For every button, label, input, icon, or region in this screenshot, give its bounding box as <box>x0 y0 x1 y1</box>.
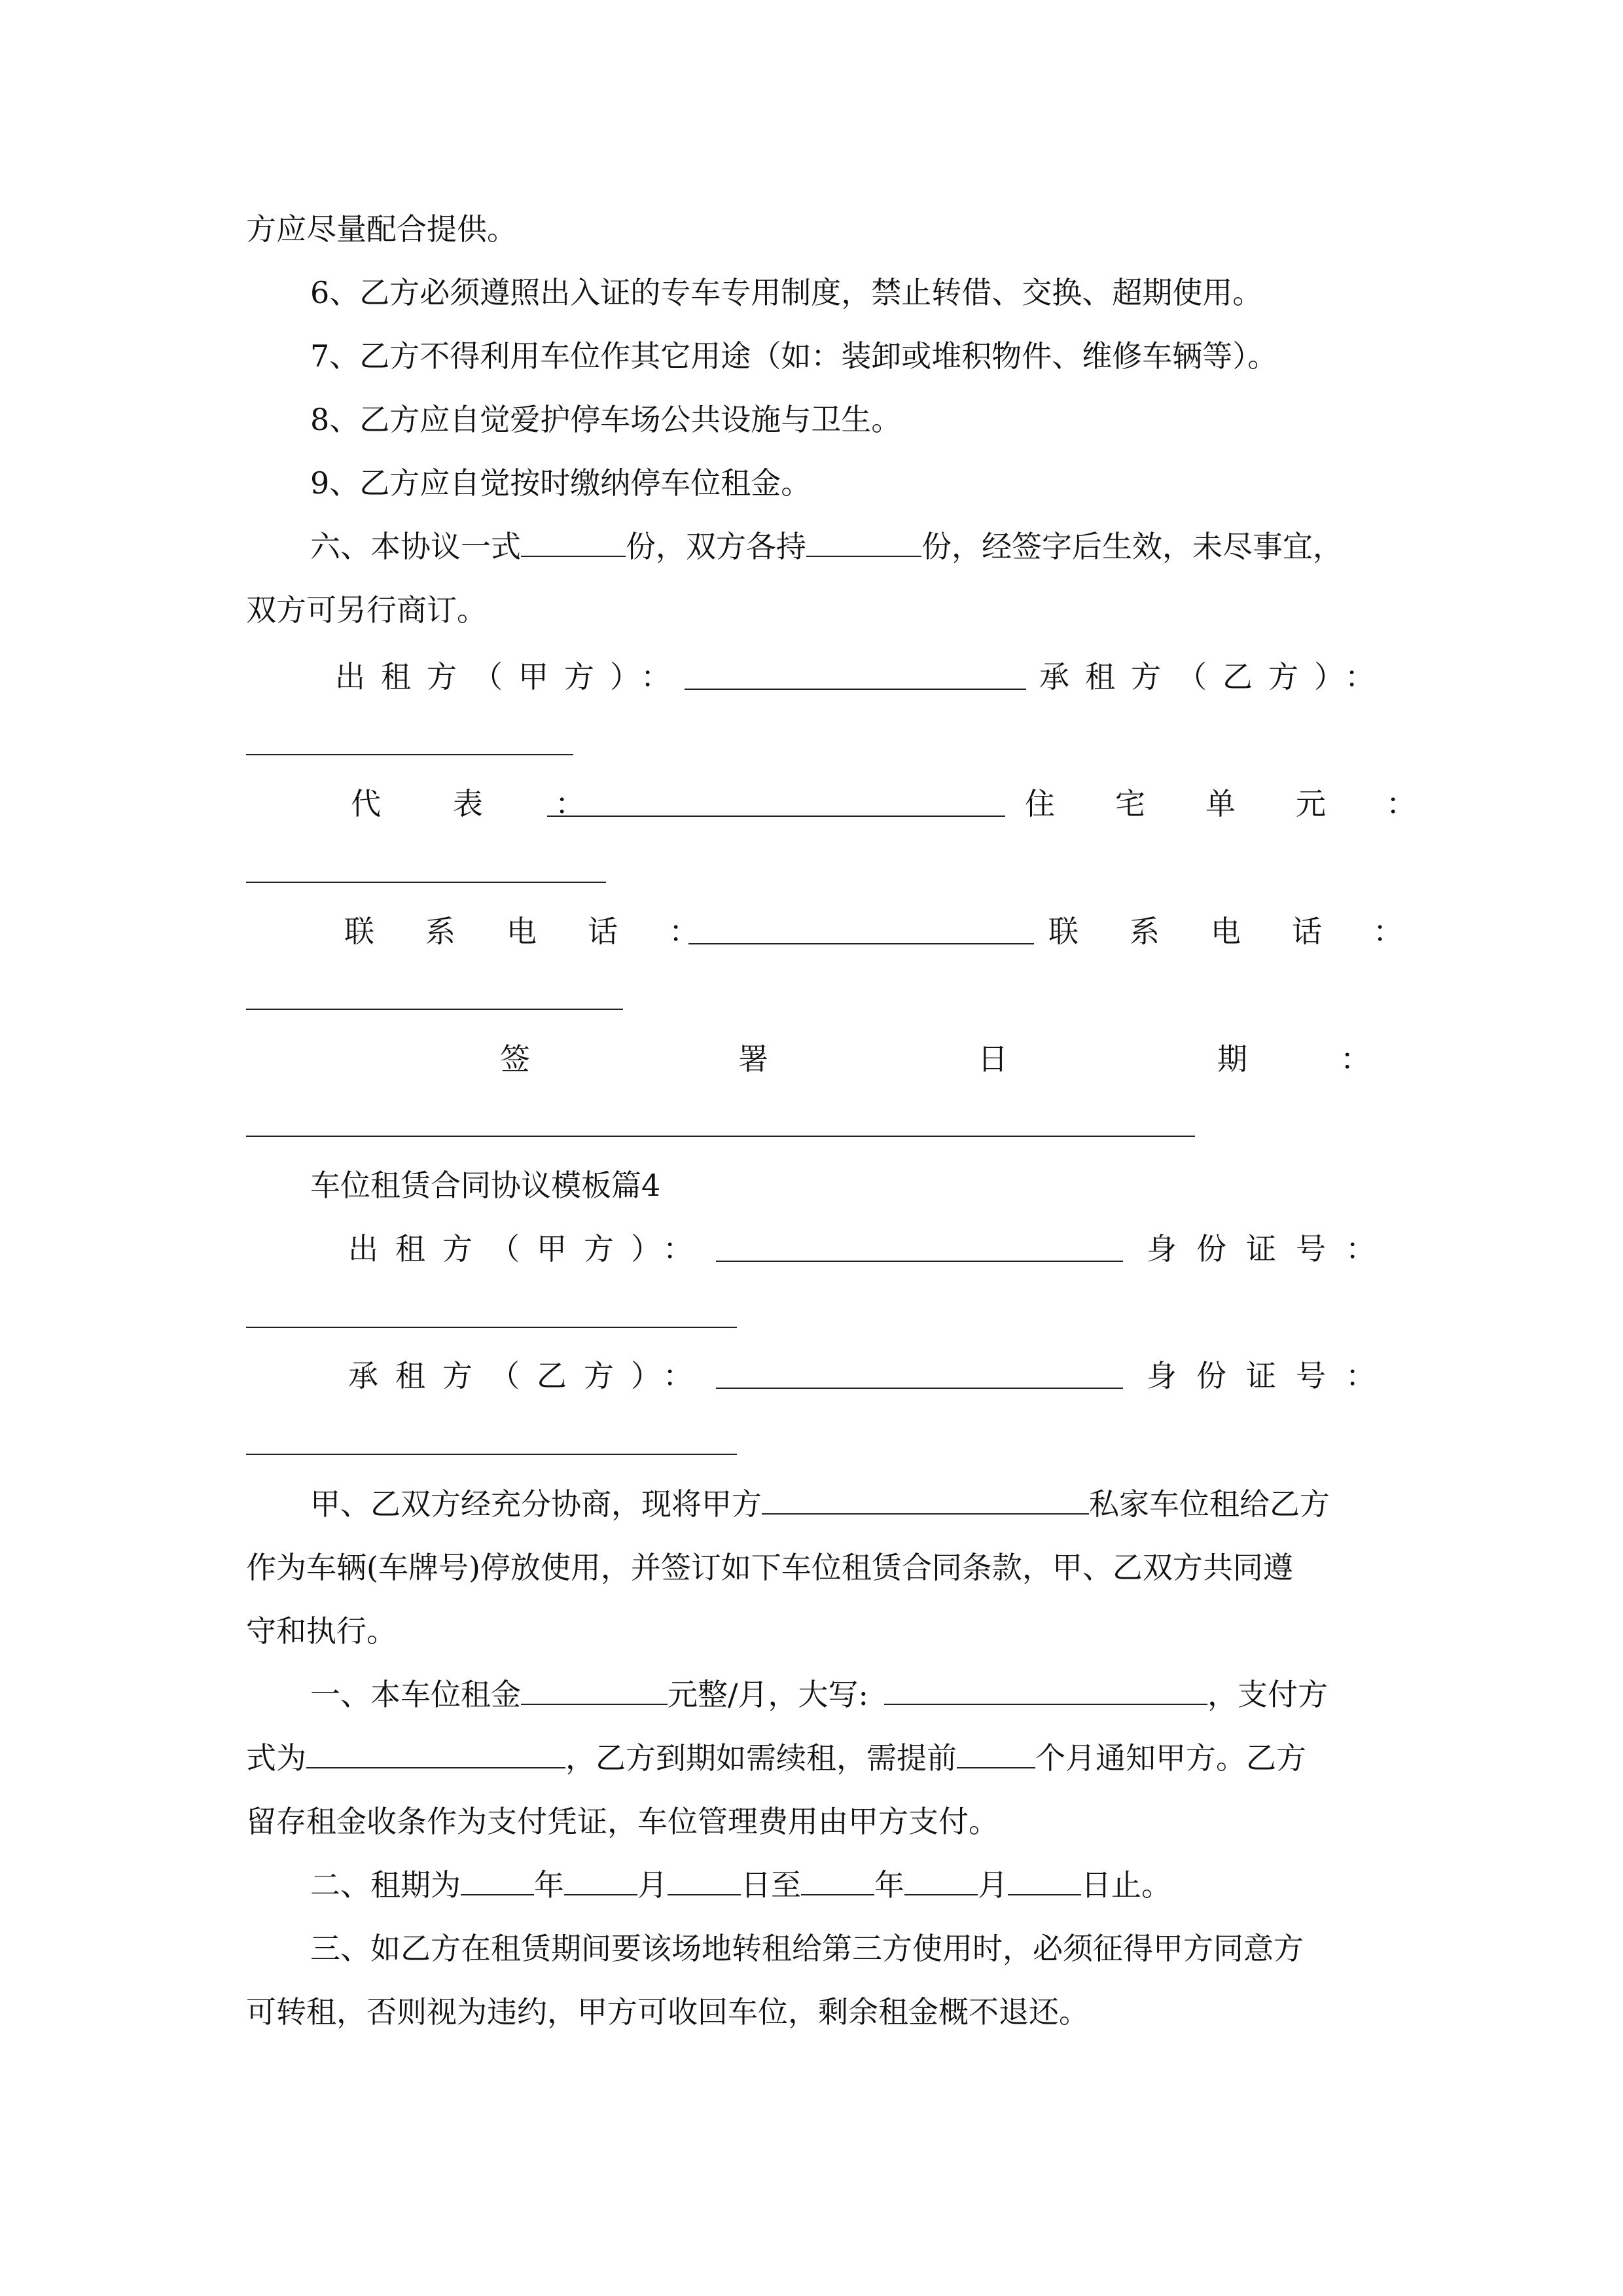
representative-row <box>246 772 1476 836</box>
clause-one-text-b: 元整/月，大写: <box>668 1677 868 1712</box>
start-day-blank[interactable] <box>668 1874 741 1895</box>
clause-item-6: 6、乙方必须遵照出入证的专车专用制度，禁止转借、交换、超期使用。 <box>310 275 1263 310</box>
clause-two-text-a: 二、租期为 <box>310 1867 461 1903</box>
phone-line-lessee[interactable] <box>246 1009 623 1010</box>
clause-item-7: 7、乙方不得利用车位作其它用途（如：装卸或堆积物件、维修车辆等）。 <box>310 338 1278 374</box>
lessee-label-4: 承租方（乙方）： <box>348 1358 710 1393</box>
phone-label-lessee: 联系电话： <box>1048 914 1454 949</box>
clause-one-line-2 <box>246 1727 1378 1790</box>
intro-line-3: 守和执行。 <box>246 1613 397 1649</box>
end-year-blank[interactable] <box>801 1874 874 1895</box>
phone-row <box>246 900 1454 963</box>
clause-six-text-a: 六、本协议一式 <box>310 529 521 564</box>
representative-label: 代表： <box>351 786 657 821</box>
clause-two-month-1: 月 <box>637 1867 668 1903</box>
residential-unit-line[interactable] <box>246 882 606 883</box>
lessee-signature-line[interactable] <box>246 754 573 755</box>
copies-blank[interactable] <box>521 536 626 557</box>
section-title: 车位租赁合同协议模板篇4 <box>310 1168 661 1203</box>
intro-text-a: 甲、乙双方经充分协商，现将甲方 <box>310 1486 762 1522</box>
clause-one-line-3: 留存租金收条作为支付凭证，车位管理费用由甲方支付。 <box>246 1804 999 1839</box>
lessee-id-line[interactable] <box>246 1454 737 1455</box>
clause-two-month-2: 月 <box>978 1867 1008 1903</box>
lessor-id-row <box>246 1217 1395 1281</box>
phone-line-lessor[interactable] <box>688 943 1034 944</box>
intro-line-2: 作为车辆(车牌号)停放使用，并签订如下车位租赁合同条款，甲、乙双方共同遵 <box>246 1550 1293 1585</box>
signing-date-char-3: 日 <box>978 1041 1008 1077</box>
clause-one-text-a: 一、本车位租金 <box>310 1677 521 1712</box>
representative-line[interactable] <box>547 816 1005 817</box>
signing-date-char-2: 署 <box>738 1041 768 1077</box>
clause-item-9: 9、乙方应自觉按时缴纳停车位租金。 <box>310 465 812 501</box>
paragraph-continuation: 方应尽量配合提供。 <box>246 211 517 247</box>
lessor-label-4: 出租方（甲方）： <box>348 1231 710 1266</box>
intro-text-b: 私家车位租给乙方 <box>1089 1486 1330 1522</box>
lessor-label: 出租方（甲方）： <box>335 659 687 694</box>
lessor-signature-line[interactable] <box>685 689 1026 690</box>
lessee-id-row <box>246 1344 1395 1408</box>
clause-two-year-1: 年 <box>534 1867 564 1903</box>
notice-months-blank[interactable] <box>957 1748 1035 1768</box>
residential-unit-label: 住宅单元： <box>1025 786 1476 821</box>
clause-six-text-b: 份，双方各持 <box>626 529 806 564</box>
clause-one-text-c: ，支付方 <box>1207 1677 1328 1712</box>
each-copies-blank[interactable] <box>806 536 921 557</box>
lessee-label: 承租方（乙方）： <box>1039 659 1391 694</box>
clause-one-text-f: 个月通知甲方。乙方 <box>1035 1740 1306 1776</box>
start-month-blank[interactable] <box>564 1874 637 1895</box>
lessor-name-line-4[interactable] <box>716 1261 1123 1262</box>
clause-one-text-e: ，乙方到期如需续租，需提前 <box>565 1740 957 1776</box>
clause-two-day-2: 日止。 <box>1081 1867 1171 1903</box>
signing-date-char-1: 签 <box>500 1041 530 1077</box>
signing-date-colon: ： <box>1340 1041 1370 1077</box>
clause-two-year-2: 年 <box>874 1867 904 1903</box>
end-month-blank[interactable] <box>904 1874 978 1895</box>
clause-item-8: 8、乙方应自觉爱护停车场公共设施与卫生。 <box>310 402 902 437</box>
clause-two <box>310 1854 1378 1917</box>
signing-date-row <box>246 1028 1378 1091</box>
intro-paragraph <box>310 1473 1378 1536</box>
lessee-name-line-4[interactable] <box>716 1388 1123 1389</box>
rent-amount-words-blank[interactable] <box>884 1684 1207 1705</box>
signing-date-line[interactable] <box>246 1136 1195 1137</box>
lessor-id-line[interactable] <box>246 1327 737 1328</box>
lessee-id-label: 身份证号： <box>1147 1358 1395 1393</box>
clause-six-continuation: 双方可另行商订。 <box>246 592 487 628</box>
clause-three: 三、如乙方在租赁期间要该场地转租给第三方使用时，必须征得甲方同意方 <box>310 1931 1304 1966</box>
clause-six-text-c: 份，经签字后生效，未尽事宜， <box>921 529 1343 564</box>
lessor-id-label: 身份证号： <box>1147 1231 1395 1266</box>
signature-lessor-row <box>246 645 1391 709</box>
clause-one-text-d: 式为 <box>246 1740 306 1776</box>
clause-one <box>310 1663 1378 1727</box>
parking-space-blank[interactable] <box>762 1494 1089 1515</box>
payment-method-blank[interactable] <box>306 1748 565 1768</box>
start-year-blank[interactable] <box>461 1874 534 1895</box>
signing-date-char-4: 期 <box>1217 1041 1247 1077</box>
clause-three-line-2: 可转租，否则视为违约，甲方可收回车位，剩余租金概不退还。 <box>246 1994 1089 2030</box>
clause-two-day-1: 日至 <box>741 1867 801 1903</box>
phone-label-lessor: 联系电话： <box>344 914 750 949</box>
clause-six <box>310 515 1378 579</box>
rent-amount-blank[interactable] <box>521 1684 668 1705</box>
end-day-blank[interactable] <box>1008 1874 1081 1895</box>
